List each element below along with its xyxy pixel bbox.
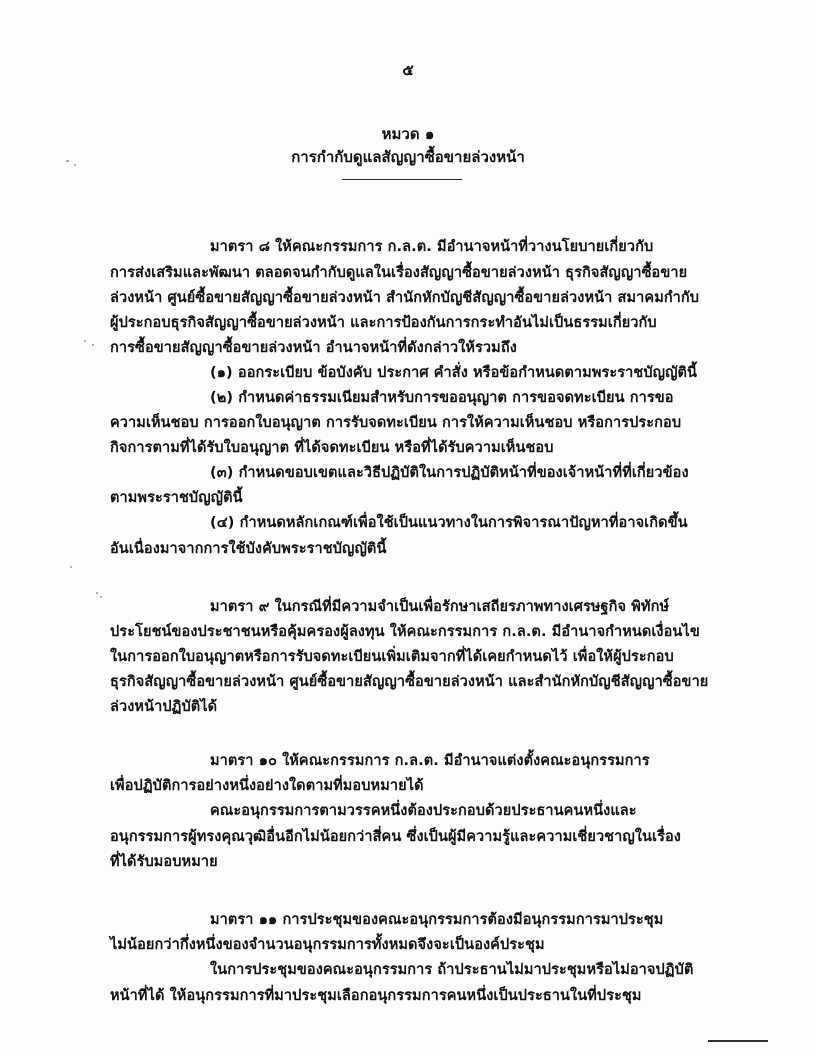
section-8-heading-line: มาตรา ๘ ให้คณะกรรมการ ก.ล.ต. มีอำนาจหน้าที่วางนโยบายเกี่ยวกับ: [210, 239, 654, 255]
section-8-line: การซื้อขายสัญญาซื้อขายล่วงหน้า อำนาจหน้าที่ดังกล่าวให้รวมถึง: [110, 340, 517, 356]
section-10-line: ที่ได้รับมอบหมาย: [110, 854, 218, 870]
section-8-item-1: (๑) ออกระเบียบ ข้อบังคับ ประกาศ คำสั่ง หรือข้อกำหนดตามพระราชบัญญัตินี้: [210, 365, 698, 381]
section-8-item-2-cont: กิจการตามที่ได้รับใบอนุญาต ที่ได้จดทะเบียน หรือที่ได้รับความเห็นชอบ: [110, 440, 554, 456]
section-10-paragraph-2: คณะอนุกรรมการตามวรรคหนึ่งต้องประกอบด้วยประธานคนหนึ่งและ: [210, 803, 637, 819]
scan-speck: [100, 596, 102, 598]
chapter-subtitle: การกำกับดูแลสัญญาซื้อขายล่วงหน้า: [291, 148, 525, 166]
chapter-title: หมวด ๑: [381, 125, 435, 143]
section-8-item-4-cont: อันเนื่องมาจากการใช้บังคับพระราชบัญญัตินี้: [110, 541, 387, 557]
section-9-line: ประโยชน์ของประชาชนหรือคุ้มครองผู้ลงทุน ให้คณะกรรมการ ก.ล.ต. มีอำนาจกำหนดเงื่อนไข: [110, 624, 700, 640]
section-11-paragraph-2: ในการประชุมของคณะอนุกรรมการ ถ้าประธานไม่มาประชุมหรือไม่อาจปฏิบัติ: [210, 962, 694, 978]
section-8-item-3-cont: ตามพระราชบัญญัตินี้: [110, 490, 243, 506]
section-8-item-2: (๒) กำหนดค่าธรรมเนียมสำหรับการขออนุญาต การขอจดทะเบียน การขอ: [210, 390, 674, 406]
page-number: ๕: [402, 61, 414, 79]
section-9-line: ธุรกิจสัญญาซื้อขายล่วงหน้า ศูนย์ซื้อขายสัญญาซื้อขายล่วงหน้า และสำนักหักบัญชีสัญญาซื้อขาย: [110, 674, 709, 690]
section-10-line: อนุกรรมการผู้ทรงคุณวุฒิอื่นอีกไม่น้อยกว่าสี่คน ซึ่งเป็นผู้มีความรู้และความเชี่ยวชาญในเรื่อง: [110, 829, 681, 845]
section-11-heading-line: มาตรา ๑๑ การประชุมของคณะอนุกรรมการต้องมีอนุกรรมการมาประชุม: [210, 912, 664, 928]
scan-speck: [74, 164, 76, 166]
scan-speck: [66, 160, 69, 162]
section-11-line: หน้าที่ได้ ให้อนุกรรมการที่มาประชุมเลือกอนุกรรมการคนหนึ่งเป็นประธานในที่ประชุม: [110, 988, 642, 1004]
section-9-line: ในการออกใบอนุญาตหรือการรับจดทะเบียนเพิ่มเติมจากที่ได้เคยกำหนดไว้ เพื่อให้ผู้ประกอบ: [110, 649, 674, 665]
section-9-heading-line: มาตรา ๙ ในกรณีที่มีความจำเป็นเพื่อรักษาเสถียรภาพทางเศรษฐกิจ พิทักษ์: [210, 599, 670, 615]
section-8-item-3: (๓) กำหนดขอบเขตและวิธีปฏิบัติในการปฏิบัติหน้าที่ของเจ้าหน้าที่ที่เกี่ยวข้อง: [210, 465, 689, 481]
scan-speck: [70, 566, 72, 568]
section-8-item-2-cont: ความเห็นชอบ การออกใบอนุญาต การรับจดทะเบียน การให้ความเห็นชอบ หรือการประกอบ: [110, 415, 682, 431]
title-underline: [342, 179, 462, 180]
section-8-line: การส่งเสริมและพัฒนา ตลอดจนกำกับดูแลในเรื่องสัญญาซื้อขายล่วงหน้า ธุรกิจสัญญาซื้อขาย: [110, 265, 688, 281]
scan-speck: [96, 592, 98, 594]
section-8-line: ผู้ประกอบธุรกิจสัญญาซื้อขายล่วงหน้า และการป้องกันการกระทำอันไม่เป็นธรรมเกี่ยวกับ: [110, 315, 657, 331]
scan-edge-mark: [708, 1040, 768, 1050]
section-8-line: ล่วงหน้า ศูนย์ซื้อขายสัญญาซื้อขายล่วงหน้า สำนักหักบัญชีสัญญาซื้อขายล่วงหน้า สมาคมกำกับ: [110, 290, 700, 306]
section-10-heading-line: มาตรา ๑๐ ให้คณะกรรมการ ก.ล.ต. มีอำนาจแต่งตั้งคณะอนุกรรมการ: [210, 753, 650, 769]
scan-speck: [84, 340, 86, 342]
section-9-line: ล่วงหน้าปฏิบัติได้: [110, 699, 218, 715]
section-10-line: เพื่อปฏิบัติการอย่างหนึ่งอย่างใดตามที่มอบหมายได้: [110, 778, 424, 794]
scan-speck: [92, 344, 94, 346]
section-8-item-4: (๔) กำหนดหลักเกณฑ์เพื่อใช้เป็นแนวทางในการพิจารณาปัญหาที่อาจเกิดขึ้น: [210, 515, 688, 531]
section-11-line: ไม่น้อยกว่ากึ่งหนึ่งของจำนวนอนุกรรมการทั้งหมดจึงจะเป็นองค์ประชุม: [110, 937, 545, 953]
